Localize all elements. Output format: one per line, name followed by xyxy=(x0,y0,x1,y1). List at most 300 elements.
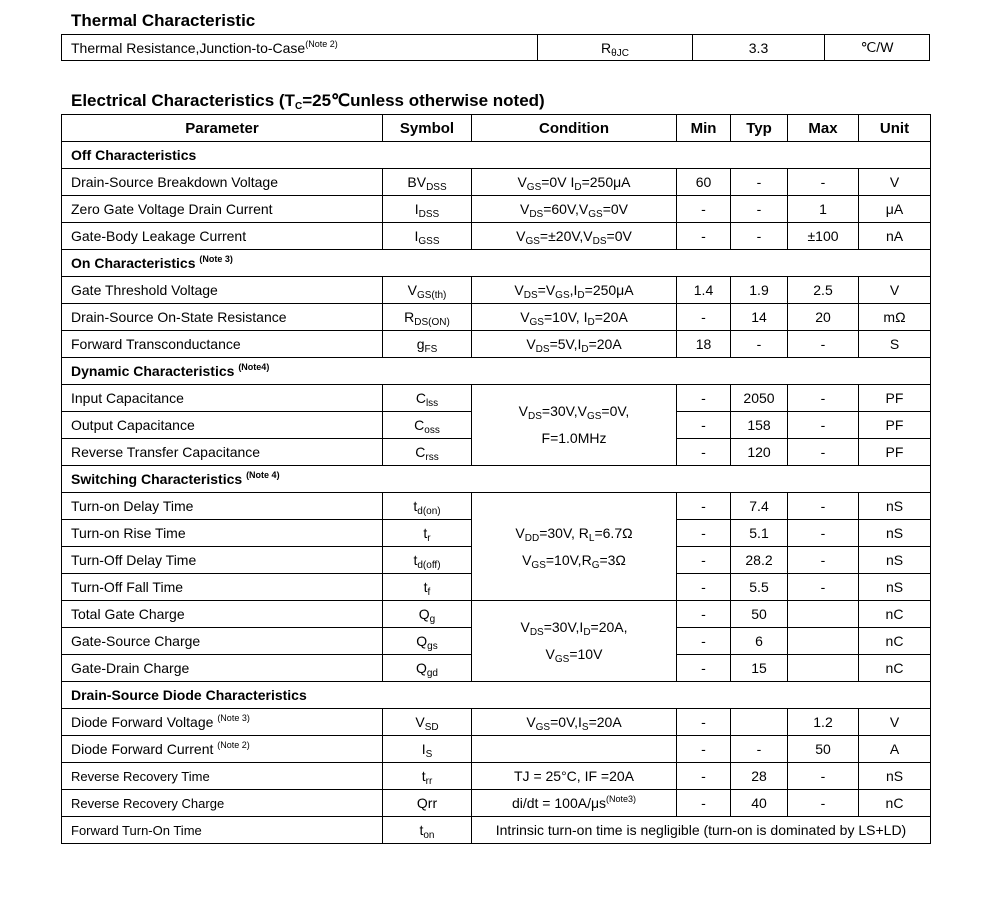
text-part: V xyxy=(515,524,525,541)
param-cell xyxy=(62,385,383,412)
text-part: =0V I xyxy=(541,174,575,190)
min-cell: - xyxy=(677,520,731,547)
max-cell: 20 xyxy=(788,304,859,331)
subscript: D xyxy=(574,182,582,193)
table-row xyxy=(62,196,931,223)
min-cell: - xyxy=(677,547,731,574)
unit-cell: PF xyxy=(859,439,931,466)
subscript: GS xyxy=(525,236,540,247)
min-cell: - xyxy=(677,304,731,331)
text-part: V xyxy=(407,282,417,298)
section-title xyxy=(62,358,931,385)
unit-cell: nS xyxy=(859,493,931,520)
typ-cell: 7.4 xyxy=(731,493,788,520)
text-part: g xyxy=(416,336,425,352)
param-cell xyxy=(62,601,383,628)
max-cell xyxy=(788,628,859,655)
condition-cell xyxy=(472,304,677,331)
symbol-cell xyxy=(383,655,472,682)
typ-cell: 40 xyxy=(731,790,788,817)
subscript: rr xyxy=(425,776,433,787)
param-name: Gate-Body Leakage Current xyxy=(71,228,247,244)
subscript: on xyxy=(423,830,435,841)
thermal-value: 3.3 xyxy=(693,35,825,61)
condition-cell: Intrinsic turn-on time is negligible (turn-on is dominated by LS+LD) xyxy=(472,817,931,844)
subscript: d(off) xyxy=(417,560,441,571)
subscript: GSS xyxy=(418,236,440,247)
param-cell xyxy=(62,304,383,331)
symbol-cell xyxy=(383,790,472,817)
symbol-cell xyxy=(383,763,472,790)
text-part: Qrr xyxy=(416,795,438,811)
condition-cell xyxy=(472,331,677,358)
min-cell: - xyxy=(677,736,731,763)
title-part: Electrical Characteristics (T xyxy=(71,91,295,110)
text-part: Q xyxy=(416,633,428,649)
param-name: Drain-Source Breakdown Voltage xyxy=(71,174,279,190)
typ-cell: 5.5 xyxy=(731,574,788,601)
table-row xyxy=(62,304,931,331)
unit-cell: V xyxy=(859,169,931,196)
text-part: =10V, I xyxy=(543,309,588,325)
text-part: =250μA xyxy=(584,282,634,298)
text-part: V xyxy=(517,174,527,190)
typ-cell: 50 xyxy=(731,601,788,628)
typ-cell: - xyxy=(731,196,788,223)
text-part: =3Ω xyxy=(599,551,626,568)
typ-cell: 1.9 xyxy=(731,277,788,304)
symbol-cell xyxy=(383,817,472,844)
subscript: DSS xyxy=(418,209,440,220)
text-part: =30V, R xyxy=(539,524,589,541)
unit-cell: mΩ xyxy=(859,304,931,331)
text-part: di/dt = 100A/μs xyxy=(511,795,607,811)
subscript: D xyxy=(581,344,589,355)
text-part: R xyxy=(404,309,415,325)
section-label: Off Characteristics xyxy=(71,147,197,163)
section-row xyxy=(62,250,931,277)
subscript: DSS xyxy=(426,182,447,193)
min-cell: - xyxy=(677,385,731,412)
param-cell xyxy=(62,790,383,817)
param-cell xyxy=(62,574,383,601)
subscript: gd xyxy=(426,668,438,679)
subscript: D xyxy=(577,290,585,301)
symbol-sub: θJC xyxy=(611,47,629,59)
text-part: =0V,I xyxy=(550,714,582,730)
max-cell: - xyxy=(788,385,859,412)
text-part: =30V,V xyxy=(541,403,587,419)
condition-cell xyxy=(472,493,677,601)
min-cell: - xyxy=(677,493,731,520)
unit-cell: V xyxy=(859,277,931,304)
subscript: lss xyxy=(425,398,439,409)
text-part: V xyxy=(516,228,526,244)
condition-cell xyxy=(472,736,677,763)
note-ref: (Note 3) xyxy=(199,254,233,264)
typ-cell: 28.2 xyxy=(731,547,788,574)
min-cell: - xyxy=(677,763,731,790)
symbol-cell xyxy=(383,412,472,439)
param-cell xyxy=(62,439,383,466)
text-part: =V xyxy=(537,282,556,298)
max-cell: - xyxy=(788,412,859,439)
note-ref: (Note 2) xyxy=(305,38,338,49)
subscript: DS xyxy=(592,236,607,247)
thermal-table xyxy=(61,34,930,61)
condition-cell xyxy=(472,196,677,223)
condition-cell xyxy=(472,385,677,466)
max-cell: 1.2 xyxy=(788,709,859,736)
symbol-cell xyxy=(383,196,472,223)
text-part: C xyxy=(415,390,426,406)
subscript: FS xyxy=(424,344,438,355)
subscript: g xyxy=(429,614,436,625)
header-condition: Condition xyxy=(472,115,677,142)
min-cell: - xyxy=(677,709,731,736)
subscript: GS xyxy=(526,182,542,193)
condition-line xyxy=(472,547,676,574)
text-part: t xyxy=(413,498,418,514)
max-cell: 1 xyxy=(788,196,859,223)
unit-cell: nC xyxy=(859,601,931,628)
text-part: =30V,I xyxy=(543,619,584,635)
text-part: =10V,R xyxy=(545,551,592,568)
param-name: Reverse Recovery Time xyxy=(71,768,210,784)
subscript: DS xyxy=(529,209,544,220)
section-label: On Characteristics xyxy=(71,255,196,271)
symbol-cell xyxy=(383,736,472,763)
subscript: oss xyxy=(424,425,440,436)
condition-cell xyxy=(472,709,677,736)
text-part: V xyxy=(514,282,524,298)
thermal-symbol xyxy=(538,35,693,61)
max-cell xyxy=(788,601,859,628)
section-label: Dynamic Characteristics xyxy=(71,363,235,379)
max-cell: - xyxy=(788,790,859,817)
text-part: =60V,V xyxy=(543,201,589,217)
subscript: GS xyxy=(529,317,544,328)
subscript: DS xyxy=(528,411,542,422)
param-name: Zero Gate Voltage Drain Current xyxy=(71,201,273,217)
header-unit: Unit xyxy=(859,115,931,142)
param-cell xyxy=(62,736,383,763)
param-name: Gate Threshold Voltage xyxy=(71,282,218,298)
param-name: Gate-Source Charge xyxy=(71,633,201,649)
unit-cell: nC xyxy=(859,655,931,682)
text-part: =0V xyxy=(606,228,632,244)
param-name: Reverse Recovery Charge xyxy=(71,795,225,811)
unit-cell: nS xyxy=(859,547,931,574)
text-part: F=1.0MHz xyxy=(541,430,607,446)
condition-cell xyxy=(472,601,677,682)
table-row xyxy=(62,709,931,736)
min-cell: 18 xyxy=(677,331,731,358)
text-part: =250μA xyxy=(581,174,631,190)
table-row xyxy=(62,277,931,304)
param-name: Thermal Resistance,Junction-to-Case xyxy=(71,39,306,56)
max-cell: 2.5 xyxy=(788,277,859,304)
thermal-title: Thermal Characteristic xyxy=(71,11,256,30)
subscript: DS xyxy=(523,290,538,301)
param-name: Turn-Off Fall Time xyxy=(71,579,184,595)
param-cell xyxy=(62,196,383,223)
text-part: =10V xyxy=(569,646,603,662)
table-row xyxy=(62,493,931,520)
table-row xyxy=(62,790,931,817)
symbol-cell xyxy=(383,709,472,736)
header-row xyxy=(62,115,931,142)
text-part: =20A, xyxy=(590,619,628,635)
title-part: =25℃unless otherwise noted) xyxy=(302,91,545,110)
param-name: Drain-Source On-State Resistance xyxy=(71,309,287,325)
typ-cell xyxy=(731,709,788,736)
condition-line xyxy=(472,614,676,641)
typ-cell: - xyxy=(731,331,788,358)
unit-cell: A xyxy=(859,736,931,763)
text-part: =5V,I xyxy=(549,336,582,352)
unit-cell: PF xyxy=(859,412,931,439)
table-row xyxy=(62,35,930,61)
symbol-cell xyxy=(383,439,472,466)
min-cell: - xyxy=(677,574,731,601)
unit-cell: S xyxy=(859,331,931,358)
typ-cell: 14 xyxy=(731,304,788,331)
text-part: =0V xyxy=(602,201,629,217)
text-part: V xyxy=(545,646,555,662)
subscript: GS xyxy=(554,654,570,665)
min-cell: - xyxy=(677,628,731,655)
subscript: gs xyxy=(427,641,438,652)
condition-cell xyxy=(472,277,677,304)
param-name: Turn-on Delay Time xyxy=(71,498,194,514)
text-part: t xyxy=(419,822,424,838)
param-cell xyxy=(62,277,383,304)
text-part: V xyxy=(526,714,536,730)
text-part: V xyxy=(520,619,530,635)
param-cell xyxy=(62,331,383,358)
subscript: GS(th) xyxy=(416,290,447,301)
electrical-table xyxy=(61,114,931,844)
subscript: d(on) xyxy=(417,506,441,517)
param-cell xyxy=(62,547,383,574)
max-cell: - xyxy=(788,520,859,547)
text-part: =20A xyxy=(594,309,628,325)
text-part: V xyxy=(522,551,532,568)
table-row xyxy=(62,736,931,763)
text-part: t xyxy=(421,768,426,784)
typ-cell: - xyxy=(731,736,788,763)
symbol-cell xyxy=(383,601,472,628)
symbol-cell xyxy=(383,520,472,547)
min-cell: - xyxy=(677,601,731,628)
text-part: C xyxy=(415,444,426,460)
subscript: S xyxy=(425,749,433,760)
max-cell xyxy=(788,655,859,682)
unit-cell: nS xyxy=(859,763,931,790)
param-cell xyxy=(62,817,383,844)
text-part: =20A xyxy=(588,714,622,730)
symbol-cell xyxy=(383,223,472,250)
note-ref: (Note 4) xyxy=(246,470,280,480)
subscript: GS xyxy=(588,209,603,220)
unit-cell: nS xyxy=(859,574,931,601)
param-name: Diode Forward Voltage xyxy=(71,714,214,730)
subscript: D xyxy=(583,627,591,638)
symbol-main: R xyxy=(601,39,612,56)
section-title xyxy=(62,682,931,709)
symbol-cell xyxy=(383,628,472,655)
unit-cell: nC xyxy=(859,790,931,817)
section-title xyxy=(62,466,931,493)
note-ref: (Note 3) xyxy=(217,713,250,723)
section-row xyxy=(62,466,931,493)
typ-cell: 120 xyxy=(731,439,788,466)
max-cell: - xyxy=(788,493,859,520)
param-cell xyxy=(62,628,383,655)
subscript: DS xyxy=(529,627,544,638)
max-cell: - xyxy=(788,574,859,601)
max-cell: - xyxy=(788,547,859,574)
typ-cell: 2050 xyxy=(731,385,788,412)
param-name: Total Gate Charge xyxy=(71,606,185,622)
typ-cell: 158 xyxy=(731,412,788,439)
param-cell xyxy=(62,763,383,790)
text-part: V xyxy=(526,336,536,352)
condition-cell xyxy=(472,790,677,817)
header-parameter: Parameter xyxy=(62,115,383,142)
text-part: t xyxy=(423,579,428,595)
param-name: Reverse Transfer Capacitance xyxy=(71,444,261,460)
text-part: C xyxy=(414,417,425,433)
table-row xyxy=(62,169,931,196)
min-cell: - xyxy=(677,412,731,439)
text-part: V xyxy=(519,201,530,217)
symbol-cell xyxy=(383,574,472,601)
electrical-title xyxy=(71,91,545,111)
text-part: V xyxy=(518,403,529,419)
subscript: rss xyxy=(425,452,439,463)
section-row xyxy=(62,682,931,709)
param-cell xyxy=(62,655,383,682)
min-cell: - xyxy=(677,223,731,250)
typ-cell: 15 xyxy=(731,655,788,682)
param-name: Diode Forward Current xyxy=(71,741,214,757)
condition-line xyxy=(472,398,676,425)
param-name: Output Capacitance xyxy=(71,417,195,433)
thermal-param xyxy=(62,35,538,61)
subscript: SD xyxy=(424,722,439,733)
text-part: BV xyxy=(407,174,427,190)
param-name: Turn-Off Delay Time xyxy=(71,552,197,568)
subscript: D xyxy=(587,317,595,328)
param-cell xyxy=(62,412,383,439)
note-ref: (Note3) xyxy=(606,794,637,804)
max-cell: - xyxy=(788,763,859,790)
subscript: f xyxy=(427,587,431,598)
text-part: =6.7Ω xyxy=(594,524,633,541)
param-cell xyxy=(62,709,383,736)
subscript: DS xyxy=(535,344,550,355)
text-part: =±20V,V xyxy=(539,228,593,244)
subscript: G xyxy=(591,559,600,571)
table-row xyxy=(62,817,931,844)
header-symbol: Symbol xyxy=(383,115,472,142)
symbol-cell xyxy=(383,331,472,358)
table-row xyxy=(62,763,931,790)
section-row xyxy=(62,358,931,385)
unit-cell: nS xyxy=(859,520,931,547)
param-name: Forward Transconductance xyxy=(71,336,241,352)
min-cell: - xyxy=(677,790,731,817)
unit-cell: nC xyxy=(859,628,931,655)
max-cell: - xyxy=(788,439,859,466)
thermal-unit: ℃/W xyxy=(825,35,930,61)
typ-cell: - xyxy=(731,223,788,250)
param-cell xyxy=(62,223,383,250)
param-cell xyxy=(62,520,383,547)
param-cell xyxy=(62,493,383,520)
section-title xyxy=(62,250,931,277)
min-cell: - xyxy=(677,655,731,682)
subscript: GS xyxy=(586,411,602,422)
max-cell: - xyxy=(788,169,859,196)
max-cell: ±100 xyxy=(788,223,859,250)
electrical-body xyxy=(62,142,931,844)
subscript: DD xyxy=(524,532,540,544)
max-cell: - xyxy=(788,331,859,358)
param-name: Turn-on Rise Time xyxy=(71,525,186,541)
header-max: Max xyxy=(788,115,859,142)
typ-cell: - xyxy=(731,169,788,196)
text-part: V xyxy=(520,309,530,325)
text-part: Q xyxy=(415,660,427,676)
text-part: I xyxy=(414,201,419,217)
section-row xyxy=(62,142,931,169)
param-name: Input Capacitance xyxy=(71,390,184,406)
typ-cell: 5.1 xyxy=(731,520,788,547)
text-part: =20A xyxy=(588,336,622,352)
max-cell: 50 xyxy=(788,736,859,763)
text-part: =0V, xyxy=(601,403,630,419)
header-typ: Typ xyxy=(731,115,788,142)
condition-line xyxy=(472,520,676,547)
subscript: GS xyxy=(531,559,546,571)
param-name: Gate-Drain Charge xyxy=(71,660,190,676)
text-part: V xyxy=(415,714,425,730)
subscript: DS(ON) xyxy=(414,317,450,328)
text-part: TJ = 25°C, IF =20A xyxy=(514,768,634,784)
note-ref: (Note4) xyxy=(238,362,270,372)
section-label: Drain-Source Diode Characteristics xyxy=(71,687,307,703)
condition-line xyxy=(472,425,676,452)
min-cell: - xyxy=(677,196,731,223)
unit-cell: V xyxy=(859,709,931,736)
min-cell: 60 xyxy=(677,169,731,196)
condition-cell xyxy=(472,169,677,196)
table-row xyxy=(62,601,931,628)
subscript: GS xyxy=(555,290,570,301)
symbol-cell xyxy=(383,547,472,574)
symbol-cell xyxy=(383,277,472,304)
unit-cell: PF xyxy=(859,385,931,412)
unit-cell: μA xyxy=(859,196,931,223)
text-part: t xyxy=(423,525,428,541)
min-cell: - xyxy=(677,439,731,466)
subscript: GS xyxy=(535,722,551,733)
note-ref: (Note 2) xyxy=(217,740,250,750)
typ-cell: 28 xyxy=(731,763,788,790)
